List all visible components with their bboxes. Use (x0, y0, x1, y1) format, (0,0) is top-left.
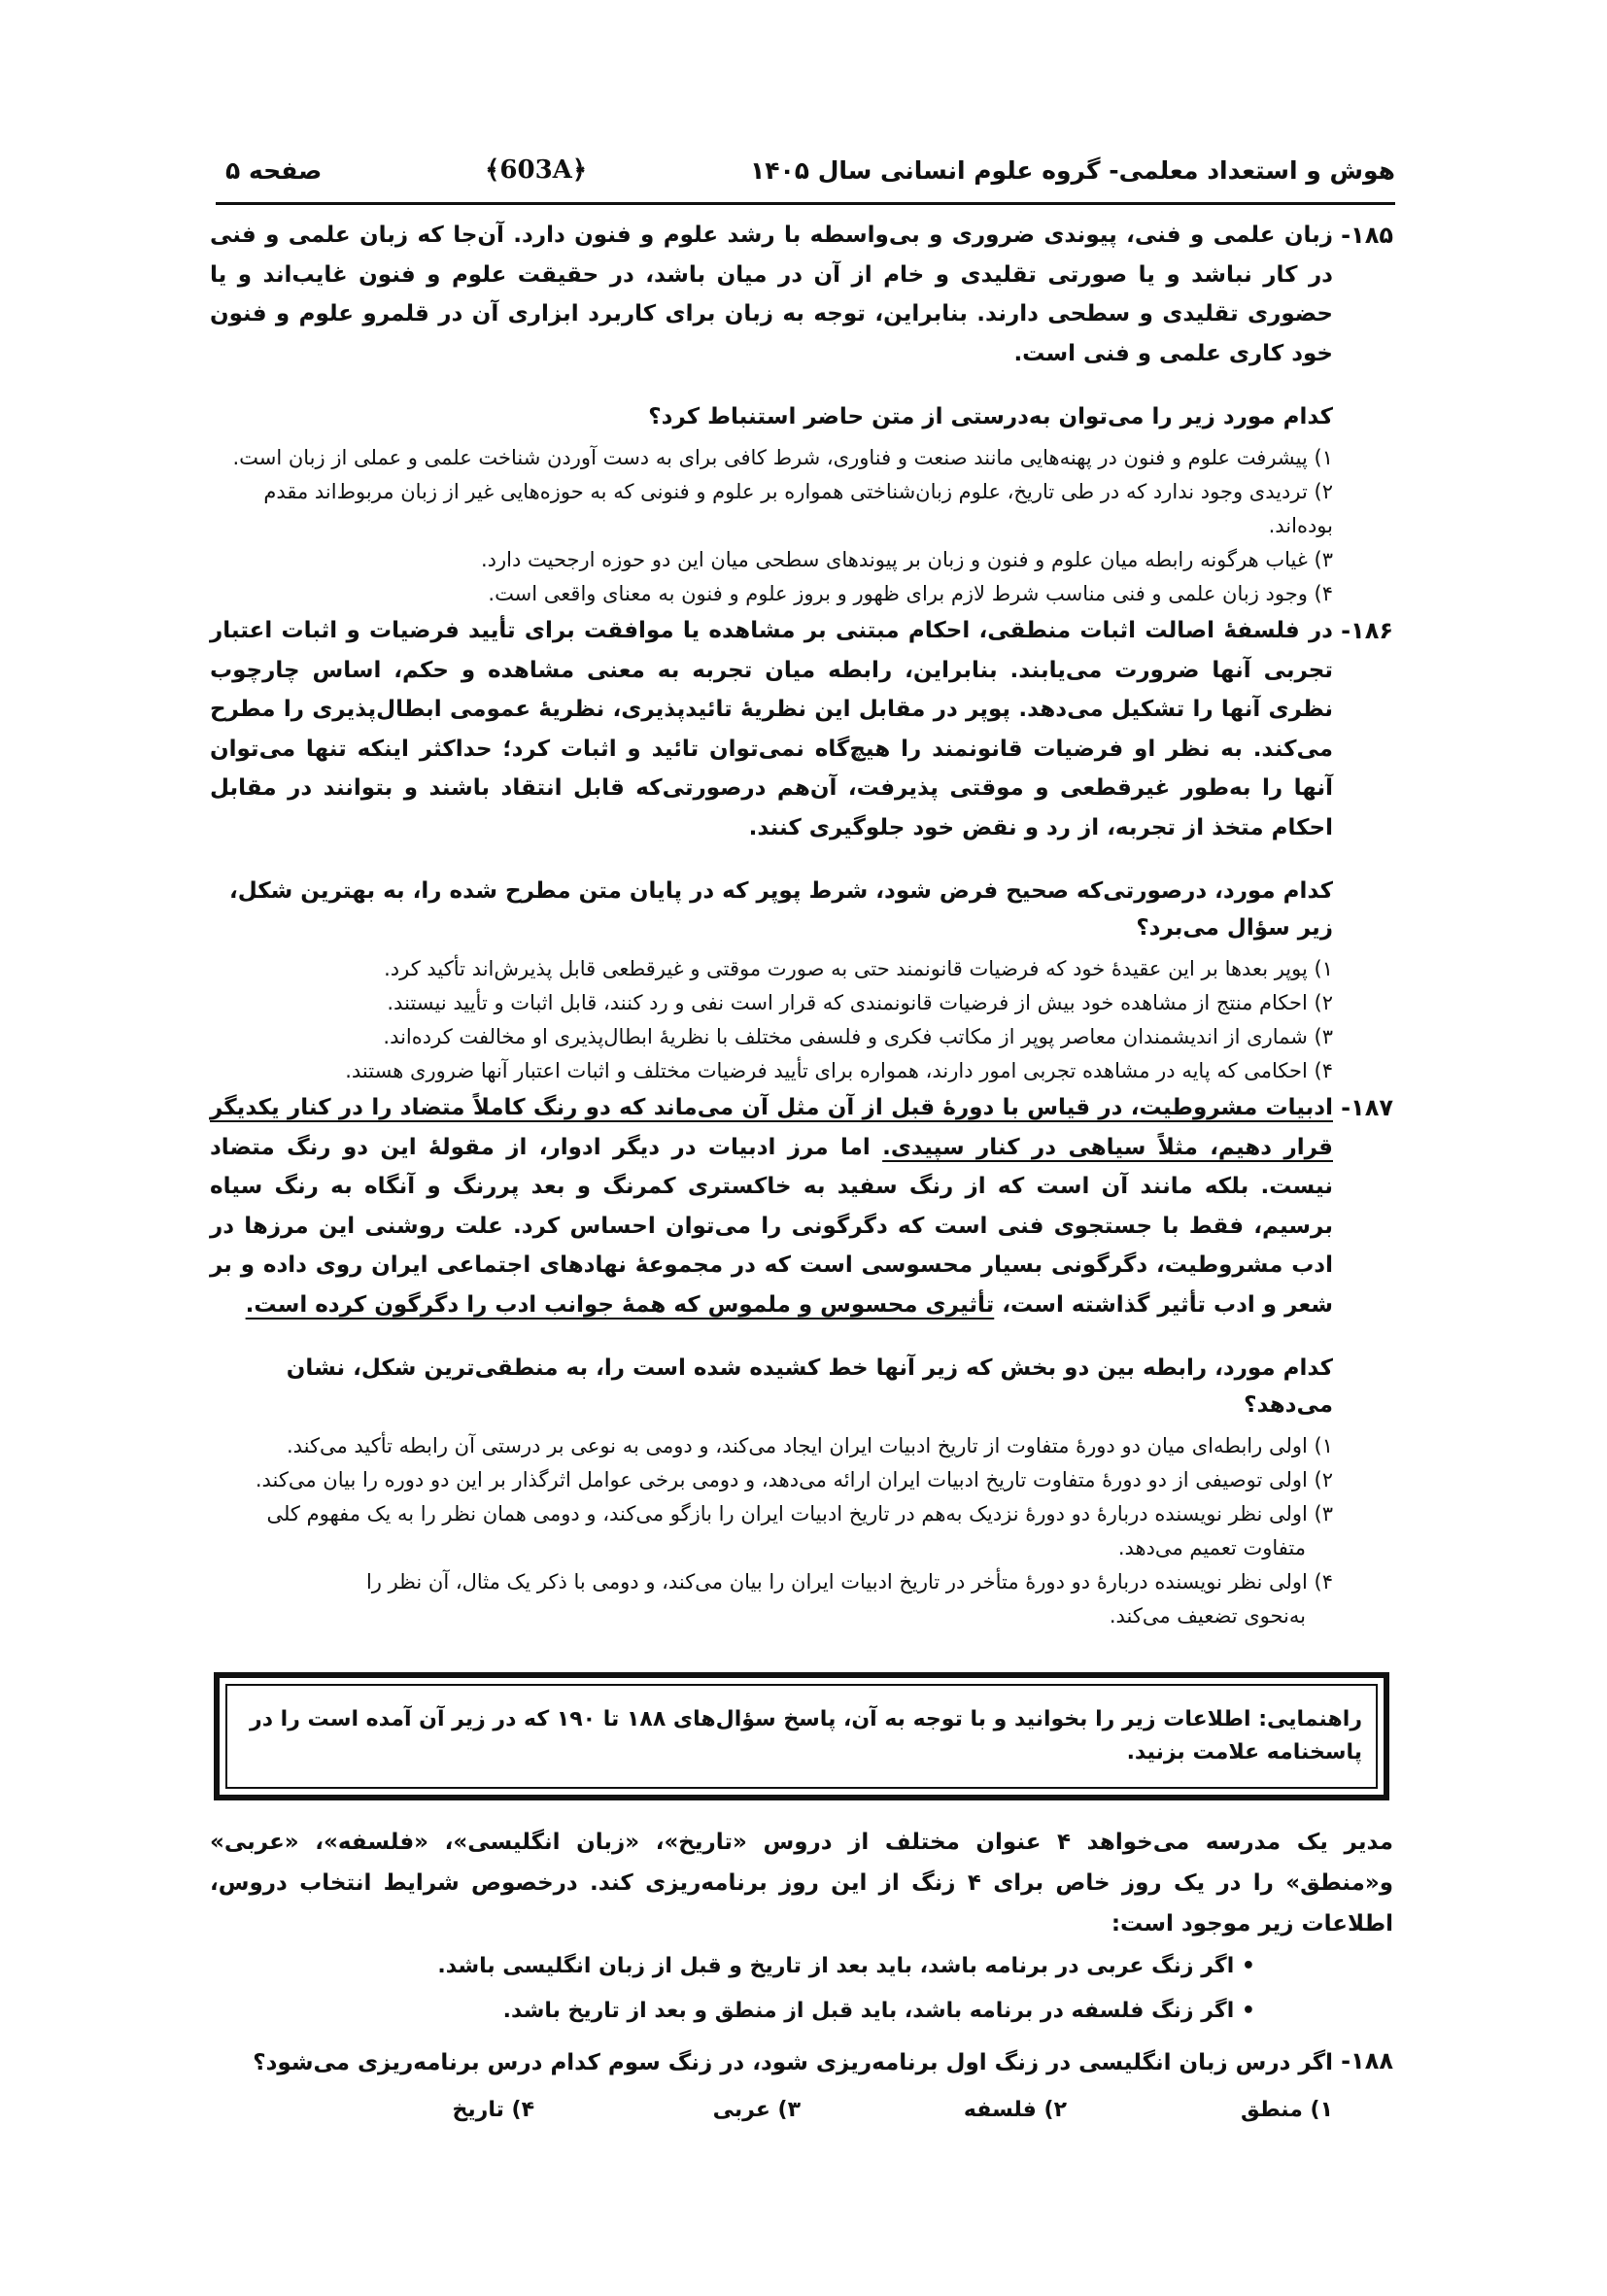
options-188 (210, 2098, 1393, 2122)
question-number: ۱۸۸- (1341, 2047, 1393, 2074)
page-number: صفحه ۵ (225, 155, 323, 185)
passage-middle: اما مرز ادبیات در دیگر ادوار، از مقولهٔ این دو رنگ متضاد نیست. بلکه مانند آن است که از رنگ سفید به خاکستری کمرنگ و بعد پررنگ و آنگاه به رنگ سیاه برسیم، فقط با جستجوی فنی است که دگرگونی را می‌توان احساس کرد. علت روشنی این مرزها در ادب مشروطیت، دگرگونی بسیار محسوسی است که در مجموعهٔ نهادهای اجتماعی ایران روی داده و بر شعر و ادب تأثیر گذاشته است، (210, 1134, 1333, 1318)
conditions-list (210, 1944, 1393, 2034)
option-1: ۱) اولی رابطه‌ای میان دو دورهٔ متفاوت از تاریخ ادبیات ایران ایجاد می‌کند، و دومی به نوعی بر درستی آن رابطه تأکید می‌کند. (286, 1434, 1333, 1457)
options-185 (210, 441, 1393, 611)
condition-item: • اگر زنگ فلسفه در برنامه باشد، باید قبل از منطق و بعد از تاریخ باشد. (210, 1989, 1255, 2034)
question-passage (210, 1088, 1333, 1324)
option-1: ۱) پوپر بعدها بر این عقیدهٔ خود که فرضیات قانونمند حتی به صورت موقتی و غیرقطعی قابل پذیرش‌اند تأکید کرد. (384, 957, 1333, 980)
options-186 (210, 952, 1393, 1088)
guide-text: راهنمایی: اطلاعات زیر را بخوانید و با توجه به آن، پاسخ سؤال‌های ۱۸۸ تا ۱۹۰ که در زیر آن آمده است را در پاسخنامه علامت بزنید. (225, 1684, 1378, 1789)
option-1: ۱) پیشرفت علوم و فنون در پهنه‌هایی مانند صنعت و فناوری، شرط کافی برای به دست آوردن شناخت علمی و عملی از زبان است. (232, 446, 1333, 469)
option-3-continued: متفاوت تعمیم می‌دهد. (1117, 1536, 1306, 1559)
option-2: ۲) تردیدی وجود ندارد که در طی تاریخ، علوم زبان‌شناختی همواره بر علوم و فنونی که به حوزه‌هایی غیر از زبان مربوط‌اند مقدم بوده‌اند. (263, 480, 1333, 537)
question-stem: کدام مورد زیر را می‌توان به‌درستی از متن حاضر استنباط کرد؟ (648, 404, 1333, 429)
option-2: ۲) احکام منتج از مشاهده خود بیش از فرضیات قانونمندی که قرار است نفی و رد کنند، قابل اثبات و تأیید نیستند. (387, 991, 1333, 1014)
booklet-code: ﴾603A﴿ (485, 155, 588, 185)
option-4: ۴) اولی نظر نویسنده دربارهٔ دو دورهٔ متأخر در تاریخ ادبیات ایران را بیان می‌کند، و دومی با ذکر یک مثال، آن نظر را (365, 1570, 1333, 1593)
option-2: ۲) فلسفه (963, 2098, 1067, 2122)
option-3: ۳) شماری از اندیشمندان معاصر پوپر از مکاتب فکری و فلسفی مختلف با نظریهٔ ابطال‌پذیری او مخالفت کرده‌اند. (383, 1025, 1333, 1048)
question-passage: در فلسفهٔ اصالت اثبات منطقی، احکام مبتنی بر مشاهده یا موافقت برای تأیید فرضیات و اثبات اعتبار تجربی آنها ضرورت می‌یابند. بنابراین، رابطه میان تجربه به معنی مشاهده و حکم، اساس چارچوب نظری آنها را تشکیل می‌دهد. پوپر در مقابل این نظریهٔ تائیدپذیری، نظریهٔ عمومی ابطال‌پذیری را مطرح می‌کند. به نظر او فرضیات قانونمند را هیچ‌گاه نمی‌توان تائید و اثبات کرد؛ حداکثر اینکه تنها می‌توان آنها را به‌طور غیرقطعی و موقتی پذیرفت، آن‌هم درصورتی‌که قابل انتقاد باشند و بتوانند در مقابل احکام متخذ از تجربه، از رد و نقض خود جلوگیری کنند. (210, 618, 1333, 840)
option-4-continued: به‌نحوی تضعیف می‌کند. (1109, 1604, 1306, 1628)
option-4: ۴) وجود زبان علمی و فنی مناسب شرط لازم برای ظهور و بروز علوم و فنون به معنای واقعی است. (488, 582, 1333, 605)
question-passage: زبان علمی و فنی، پیوندی ضروری و بی‌واسطه با رشد علوم و فنون دارد. آن‌جا که زبان علمی و فنی در کار نباشد و یا صورتی تقلیدی و خام از آن در میان باشد، در حقیقت علوم و فنون غایب‌اند و یا حضوری تقلیدی و سطحی دارند. بنابراین، توجه به زبان برای کاربرد ابزاری آن در قلمرو علوم و فنون خود کاری علمی و فنی است. (210, 223, 1333, 366)
question-number: ۱۸۵- (1341, 222, 1393, 249)
header-divider (216, 202, 1395, 205)
option-2: ۲) اولی توصیفی از دو دورهٔ متفاوت تاریخ ادبیات ایران ارائه می‌دهد، و دومی برخی عوامل اثرگذار بر این دو دوره را بیان می‌کند. (255, 1468, 1333, 1491)
page-content (210, 216, 1393, 2122)
condition-item: • اگر زنگ عربی در برنامه باشد، باید بعد از تاریخ و قبل از زبان انگلیسی باشد. (210, 1944, 1255, 1989)
question-188 (210, 2041, 1393, 2084)
question-187 (210, 1088, 1393, 1324)
question-stem: کدام مورد، درصورتی‌که صحیح فرض شود، شرط پوپر که در پایان متن مطرح شده را، به بهترین شکل، زیر سؤال می‌برد؟ (228, 878, 1333, 941)
question-stem: کدام مورد، رابطه بین دو بخش که زیر آنها خط کشیده شده است را، به منطقی‌ترین شکل، نشان می‌دهد؟ (286, 1355, 1333, 1418)
guide-box (214, 1672, 1389, 1800)
question-number: ۱۸۶- (1341, 617, 1393, 644)
option-3: ۳) عربی (712, 2098, 801, 2122)
question-number: ۱۸۷- (1341, 1094, 1393, 1121)
page-header (225, 148, 1395, 192)
underlined-part-1: ادبیات مشروطیت، در قیاس با دورهٔ قبل از آن مثل آن می‌ماند که دو رنگ کاملاً متضاد را در کنار یکدیگر قرار دهیم، مثلاً سیاهی در کنار سپیدی. (210, 1095, 1333, 1160)
question-185 (210, 216, 1393, 373)
option-4: ۴) تاریخ (452, 2098, 534, 2122)
option-4: ۴) احکامی که پایه در مشاهده تجربی امور دارند، همواره برای تأیید فرضیات مختلف و اثبات اعتبار آنها ضروری هستند. (345, 1059, 1333, 1082)
options-187 (210, 1429, 1393, 1633)
option-3: ۳) اولی نظر نویسنده دربارهٔ دو دورهٔ نزدیک به‌هم در تاریخ ادبیات ایران را بازگو می‌کند، و دومی همان نظر را به یک مفهوم کلی (266, 1502, 1333, 1525)
question-text: اگر درس زبان انگلیسی در زنگ اول برنامه‌ریزی شود، در زنگ سوم کدام درس برنامه‌ریزی می‌شود؟ (253, 2050, 1333, 2075)
option-3: ۳) غیاب هرگونه رابطه میان علوم و فنون و زبان بر پیوندهای سطحی میان این دو حوزه ارجحیت دارد. (481, 548, 1333, 571)
exam-title: هوش و استعداد معلمی- گروه علوم انسانی سال ۱۴۰۵ (749, 155, 1395, 185)
underlined-part-2: تأثیری محسوس و ملموس که همهٔ جوانب ادب را دگرگون کرده است. (245, 1291, 995, 1318)
logic-puzzle-intro: مدیر یک مدرسه می‌خواهد ۴ عنوان مختلف از دروس «تاریخ»، «زبان انگلیسی»، «فلسفه»، «عربی» و«منطق» را در یک روز خاص برای ۴ زنگ از این روز برنامه‌ریزی کند. درخصوص شرایط انتخاب دروس، اطلاعات زیر موجود است: (210, 1830, 1394, 1936)
option-1: ۱) منطق (1240, 2098, 1333, 2122)
question-186 (210, 611, 1393, 847)
